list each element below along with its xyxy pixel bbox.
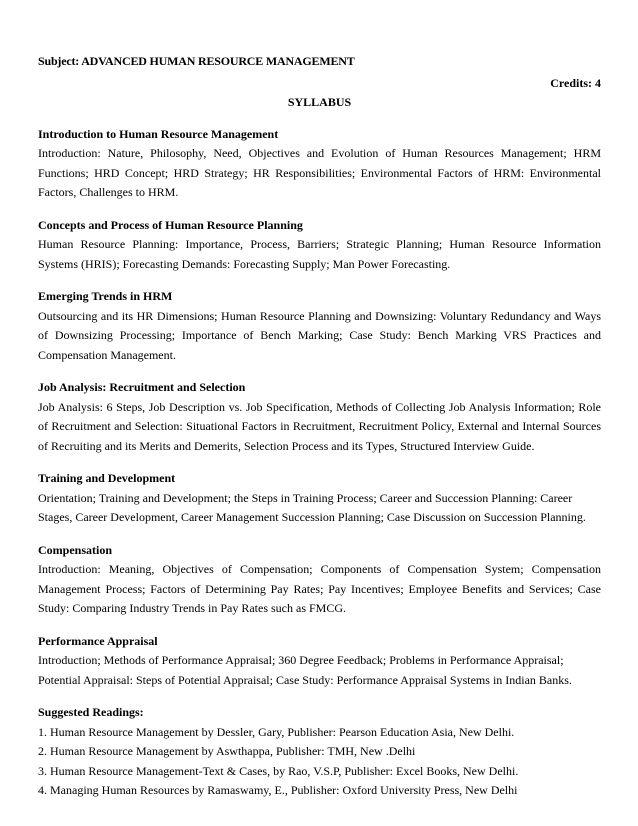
section-introduction	[38, 125, 601, 203]
credits-label: Credits: 4	[550, 75, 601, 90]
section-body: Orientation; Training and Development; the Steps in Training Process; Career and Succession Planning: Career Stages, Career Development, Career Management Succession Planning; Case Discussion on Succession Planning.	[38, 490, 586, 524]
reading-item: 2. Human Resource Management by Aswthappa, Publisher: TMH, New .Delhi	[38, 744, 416, 758]
section-heading: Training and Development	[38, 471, 176, 485]
section-body: Human Resource Planning: Importance, Process, Barriers; Strategic Planning; Human Resource Information Systems (HRIS); Forecasting Demands: Forecasting Supply; Man Power Forecasting.	[38, 237, 601, 271]
syllabus-heading: SYLLABUS	[287, 95, 352, 109]
readings-heading: Suggested Readings:	[38, 705, 144, 719]
section-body: Introduction: Nature, Philosophy, Need, Objectives and Evolution of Human Resources Management; HRM Functions; HRD Concept; HRD Strategy; HR Responsibilities; Environmental Factors of HRM: Environmental Factors, Challenges to HRM.	[38, 146, 601, 199]
section-body: Outsourcing and its HR Dimensions; Human Resource Planning and Downsizing: Voluntary Redundancy and Ways of Downsizing Processing; Importance of Bench Marking; Case Study: Bench Marking VRS Practices and Compensation Management.	[38, 308, 601, 362]
reading-item: 3. Human Resource Management-Text & Cases, by Rao, V.S.P, Publisher: Excel Books, New Delhi.	[38, 763, 519, 778]
reading-item: 4. Managing Human Resources by Ramaswamy, E., Publisher: Oxford University Press, New Delhi	[38, 783, 518, 797]
section-heading: Concepts and Process of Human Resource Planning	[38, 217, 303, 232]
section-hr-planning	[38, 216, 601, 275]
section-body: Introduction; Methods of Performance Appraisal; 360 Degree Feedback; Problems in Performance Appraisal; Potential Appraisal: Steps of Potential Appraisal; Case Study: Performance Appraisal Systems in Indian Banks.	[38, 653, 572, 687]
section-body: Introduction: Meaning, Objectives of Compensation; Components of Compensation System; Compensation Management Process; Factors of Determining Pay Rates; Pay Incentives; Employee Benefits and Services; Case Study: Comparing Industry Trends in Pay Rates such as FMCG.	[38, 562, 601, 615]
section-heading: Introduction to Human Resource Management	[38, 126, 279, 141]
section-heading: Compensation	[38, 542, 113, 557]
section-compensation	[38, 541, 601, 619]
subject-title: Subject: ADVANCED HUMAN RESOURCE MANAGEMENT	[38, 54, 355, 68]
section-heading: Job Analysis: Recruitment and Selection	[38, 380, 246, 394]
section-job-analysis	[38, 378, 601, 456]
section-emerging-trends	[38, 287, 601, 365]
section-heading: Performance Appraisal	[38, 633, 158, 648]
section-performance-appraisal	[38, 632, 601, 691]
syllabus-page	[38, 52, 601, 801]
section-body: Job Analysis: 6 Steps, Job Description vs. Job Specification, Methods of Collecting Job Analysis Information; Role of Recruitment and Selection: Situational Factors in Recruitment, Recruitment Policy, External and Internal Sources of Recruiting and its Merits and Demerits, Selection Process and its Types, Structured Interview Guide.	[38, 399, 601, 453]
reading-item: 1. Human Resource Management by Dessler, Gary, Publisher: Pearson Education Asia, New Delhi.	[38, 724, 515, 739]
section-heading: Emerging Trends in HRM	[38, 289, 173, 303]
suggested-readings	[38, 703, 601, 801]
section-training	[38, 469, 601, 528]
